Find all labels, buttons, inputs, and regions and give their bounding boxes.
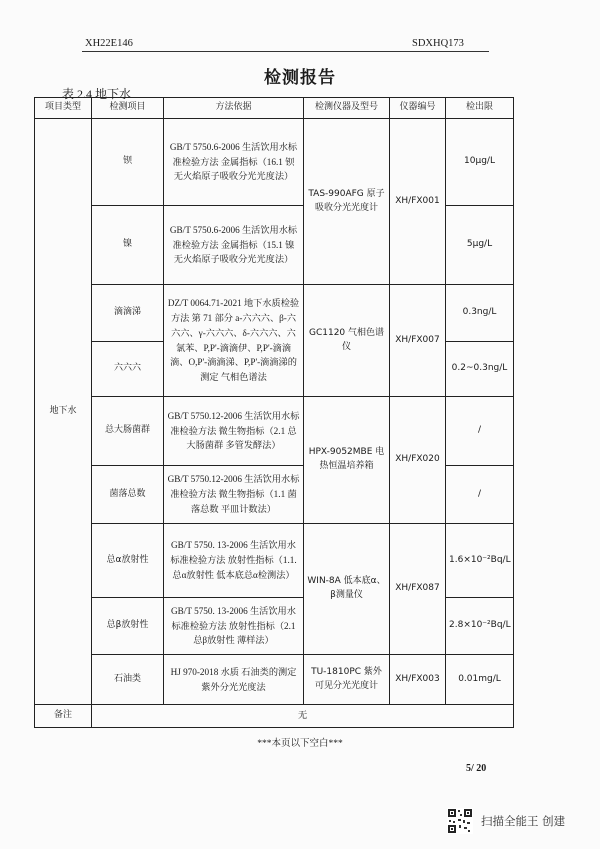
method-cell: GB/T 5750. 13-2006 生活饮用水标准检验方法 放射性指标（1.1. 总α放射性 低本底总α检测法） <box>164 524 304 598</box>
limit-cell: 2.8×10⁻²Bq/L <box>446 598 514 655</box>
item-cell: 六六六 <box>92 342 164 397</box>
item-cell: 总β放射性 <box>92 598 164 655</box>
qr-code-icon <box>447 808 473 834</box>
remark-label: 备注 <box>35 705 92 728</box>
col-header-limit: 检出限 <box>446 98 514 119</box>
method-cell: GB/T 5750. 13-2006 生活饮用水标准检验方法 放射性指标（2.1 总β放射性 薄样法） <box>164 598 304 655</box>
table-header-row <box>35 98 514 119</box>
col-header-item: 检测项目 <box>92 98 164 119</box>
limit-cell: 0.3ng/L <box>446 285 514 342</box>
limit-cell: 0.2~0.3ng/L <box>446 342 514 397</box>
limit-cell: 5μg/L <box>446 206 514 285</box>
item-cell: 总大肠菌群 <box>92 397 164 466</box>
page-number: 5/ 20 <box>466 763 487 774</box>
device-cell: GC1120 气相色谱仪 <box>304 285 390 397</box>
remark-row <box>35 705 514 728</box>
device-no-cell: XH/FX007 <box>390 285 446 397</box>
table-row <box>35 524 514 598</box>
blank-below-note: ***本页以下空白*** <box>257 739 343 749</box>
project-type-cell: 地下水 <box>35 119 92 705</box>
limit-cell: 0.01mg/L <box>446 655 514 705</box>
col-header-method: 方法依据 <box>164 98 304 119</box>
device-cell: TU-1810PC 紫外可见分光光度计 <box>304 655 390 705</box>
device-no-cell: XH/FX087 <box>390 524 446 655</box>
limit-cell: 10μg/L <box>446 119 514 206</box>
item-cell: 总α放射性 <box>92 524 164 598</box>
device-cell: TAS-990AFG 原子吸收分光光度计 <box>304 119 390 285</box>
header-rule <box>82 51 489 52</box>
method-cell: GB/T 5750.6-2006 生活饮用水标准检验方法 金属指标（15.1 镍 无火焰原子吸收分光光度法） <box>164 206 304 285</box>
table-row <box>35 397 514 466</box>
remark-value: 无 <box>92 705 514 728</box>
method-cell: GB/T 5750.12-2006 生活饮用水标准检验方法 微生物指标（1.1 菌落总数 平皿计数法） <box>164 466 304 524</box>
method-cell: DZ/T 0064.71-2021 地下水质检验方法 第 71 部分 a-六六六、β-六六六、γ-六六六、δ-六六六、六氯苯、P,P'-滴滴伊、P,P'-滴滴滴、O,P'-滴滴涕、P,P'-滴滴涕的测定 气相色谱法 <box>164 285 304 397</box>
method-cell: GB/T 5750.6-2006 生活饮用水标准检验方法 金属指标（16.1 钡 无火焰原子吸收分光光度法） <box>164 119 304 206</box>
scanner-watermark: 扫描全能王 创建 <box>481 814 566 828</box>
test-report-table <box>34 97 514 728</box>
col-header-type: 项目类型 <box>35 98 92 119</box>
item-cell: 石油类 <box>92 655 164 705</box>
device-no-cell: XH/FX020 <box>390 397 446 524</box>
table-row <box>35 655 514 705</box>
method-cell: HJ 970-2018 水质 石油类的测定 紫外分光光度法 <box>164 655 304 705</box>
method-cell: GB/T 5750.12-2006 生活饮用水标准检验方法 微生物指标（2.1 总大肠菌群 多管发酵法） <box>164 397 304 466</box>
item-cell: 滴滴涕 <box>92 285 164 342</box>
item-cell: 镍 <box>92 206 164 285</box>
device-cell: HPX-9052MBE 电热恒温培养箱 <box>304 397 390 524</box>
limit-cell: / <box>446 466 514 524</box>
limit-cell: / <box>446 397 514 466</box>
item-cell: 钡 <box>92 119 164 206</box>
table-caption: 表 2.4 地下水 <box>62 87 132 101</box>
report-code-left: XH22E146 <box>85 38 133 49</box>
table-row <box>35 119 514 206</box>
device-cell: WIN-8A 低本底α、β测量仪 <box>304 524 390 655</box>
limit-cell: 1.6×10⁻²Bq/L <box>446 524 514 598</box>
col-header-device: 检测仪器及型号 <box>304 98 390 119</box>
device-no-cell: XH/FX003 <box>390 655 446 705</box>
col-header-device-no: 仪器编号 <box>390 98 446 119</box>
device-no-cell: XH/FX001 <box>390 119 446 285</box>
page-title: 检测报告 <box>264 68 336 88</box>
report-code-right: SDXHQ173 <box>412 38 464 49</box>
item-cell: 菌落总数 <box>92 466 164 524</box>
table-row <box>35 285 514 342</box>
